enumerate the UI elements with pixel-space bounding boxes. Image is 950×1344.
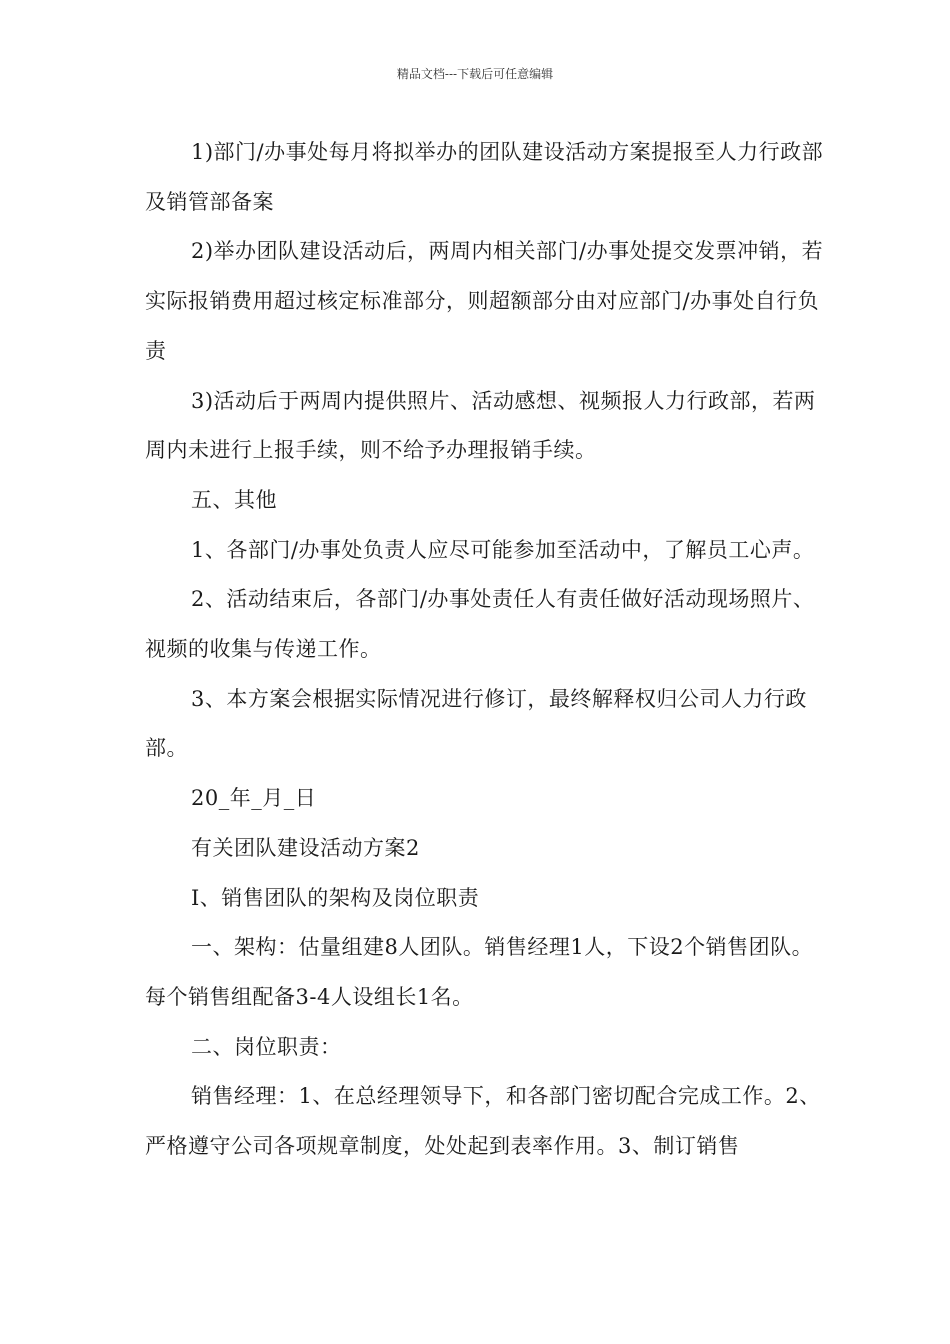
document-body [145, 128, 825, 1172]
document-title-2: 有关团队建设活动方案2 [191, 835, 420, 860]
paragraph-invoice-reimbursement: 2)举办团队建设活动后，两周内相关部门/办事处提交发票冲销，若实际报销费用超过核定标准部分，则超额部分由对应部门/办事处自行负责 [145, 239, 824, 363]
section-heading-duties: 二、岗位职责： [191, 1034, 342, 1059]
paragraph-revision: 3、本方案会根据实际情况进行修订，最终解释权归公司人力行政部。 [145, 686, 807, 761]
paragraph-manager-participation: 1、各部门/办事处负责人应尽可能参加至活动中，了解员工心声。 [191, 537, 815, 562]
paragraph-sales-manager: 销售经理：1、在总经理领导下，和各部门密切配合完成工作。2、严格遵守公司各项规章制度，处处起到表率作用。3、制订销售 [145, 1084, 821, 1159]
page-header: 精品文档---下载后可任意编辑 [396, 67, 554, 81]
section-heading-sales-team: Ⅰ、销售团队的架构及岗位职责 [191, 885, 480, 910]
paragraph-photo-report: 3)活动后于两周内提供照片、活动感想、视频报人力行政部，若两周内未进行上报手续，则不给予办理报销手续。 [145, 388, 816, 463]
paragraph-structure: 一、架构：估量组建8人团队。销售经理1人，下设2个销售团队。每个销售组配备3-4人设组长1名。 [145, 935, 814, 1009]
paragraph-collection-work: 2、活动结束后，各部门/办事处责任人有责任做好活动现场照片、视频的收集与传递工作。 [145, 587, 815, 662]
date-line: 20_年_月_日 [191, 786, 317, 811]
paragraph-report-plan: 1)部门/办事处每月将拟举办的团队建设活动方案提报至人力行政部及销管部备案 [145, 140, 824, 214]
section-heading-other: 五、其他 [191, 487, 277, 512]
